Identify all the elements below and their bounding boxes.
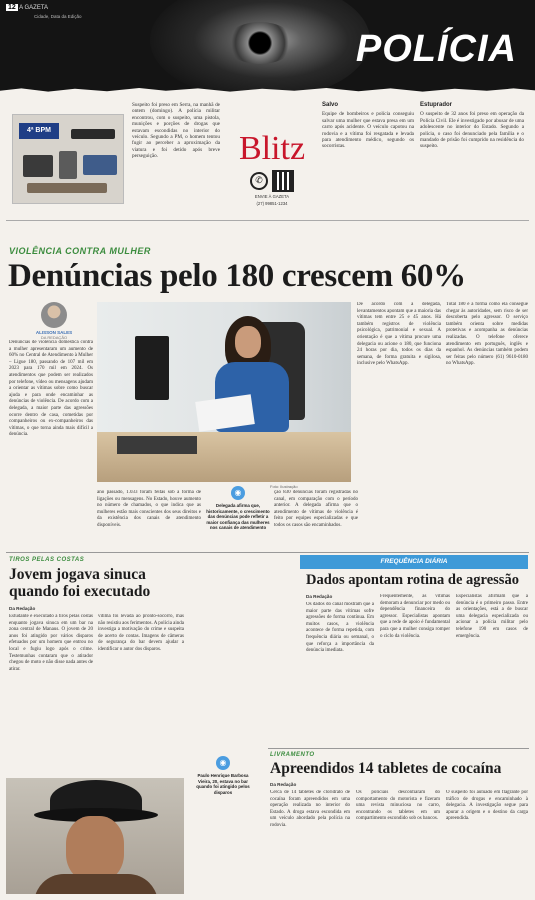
story2-headline: Jovem jogava sinuca quando foi executado [9, 566, 151, 600]
page-number: 12 A GAZETA [8, 4, 49, 11]
story4-col-3: O suspeito foi autuado em flagrante por tráfico de drogas e encaminhado à delegacia. A investigação segue para apurar a origem e o destino da carga apreendida. [446, 790, 528, 822]
seized-items-photo [12, 114, 124, 204]
story2-col-1: Estudante é executado a tiros pelas costas enquanto jogava sinuca em um bar na zona central de Manaus. O jovem de 20 anos foi atingido por vários disparos efetuados por um homem que entrou no local e fugiu logo após o crime. Testemunhas contaram que o atirador chegou de moto e não disse nada antes de atirar. [9, 614, 93, 672]
story4-headline: Apreendidos 14 tabletes de cocaína [270, 760, 502, 777]
photo-caption-text: Delegada afirma que, historicamente, o crescimento das denúncias pode refletir a maior confiança das mulheres nos canais de atendimento [206, 503, 270, 531]
blitz-story-2-text: Equipe de bombeiros e polícia conseguiu salvar uma mulher que estava presa em um carro após acidente. O veículo capotou na rodovia e a vítima foi resgatada e levada para atendimento médico, segundo os socorristas. [322, 111, 414, 150]
section-title: POLÍCIA [355, 28, 517, 70]
blitz-cta: ENVIE À GAZETA [254, 194, 290, 199]
photo-face [235, 326, 261, 358]
item-shape [83, 155, 117, 175]
blitz-bar [6, 96, 529, 221]
item-shape [27, 183, 107, 193]
blitz-story-1: Suspeito foi preso em Serra, na manhã de ontem (domingo). A polícia militar encontrou, com o suspeito, uma pistola, munições e porções de drogas que estavam escondidas no interior do veículo. Segundo a PM, o homem tentou fugir ao perceber a aproximação da viatura e foi detido após breve perseguição. [132, 102, 220, 160]
photo-credit: Foto: Ilustração [270, 484, 298, 489]
main-photo [97, 302, 351, 482]
dateline: Cidade, Data da Edição [34, 14, 82, 19]
story4-col-1: Cerca de 14 tabletes de cloridrato de cocaína foram apreendidos em uma operação realizada no interior do Estado. A droga estava escondida em um veículo abordado pela polícia na rodovia. [270, 790, 350, 828]
section-header [0, 0, 535, 92]
photo-caption [206, 486, 270, 531]
main-col-2: ano passado, 1.033 foram feitas sob a forma de ligações ou mensagens. No Estado, houve aumento no número de chamados, o que indica que as mulheres estão mais conscientes dos seus direitos e da existência dos canais de atendimento disponíveis. [97, 490, 201, 528]
story3-col-1: Os dados do canal mostram que a maior parte das vítimas sofre agressões de forma contínua. Em muitos casos, a violência acontece de forma repetida, com frequência diária ou semanal, o que reforça a importância da denúncia imediata. [306, 602, 374, 654]
header-eye-iris [225, 22, 295, 64]
portrait-face [66, 816, 124, 882]
blitz-logo: Blitz [238, 130, 306, 167]
blitz-brand [228, 132, 316, 206]
main-kicker: VIOLÊNCIA CONTRA MULHER [9, 246, 151, 256]
author-block [24, 302, 84, 340]
blitz-story-2-title: Salvo [322, 102, 339, 108]
story3-kicker-box: FREQUÊNCIA DIÁRIA [300, 555, 528, 569]
story4-byline: Da Redação [270, 782, 297, 787]
camera-icon: ◉ [216, 756, 230, 770]
victim-portrait [6, 778, 184, 894]
whatsapp-icon: ✆ [250, 172, 268, 190]
story2-byline: Da Redação [9, 606, 36, 611]
item-shape [59, 151, 77, 179]
story3-headline: Dados apontam rotina de agressão [306, 572, 519, 588]
main-col-5: Total 180 é a forma como ela consegue chegar às autoridades, sem risco de ser descoberta pelo agressor. O serviço também orienta sobre medidas protetivas e acompanha as denúncias realizadas. O telefone oferece atendimento em português, inglês e espanhol. As denúncias também podem ser feitas pelo número (61) 9610-0180 no WhatsApp. [446, 302, 528, 367]
portrait-shirt [34, 874, 158, 894]
story3-col-2: Frequentemente, as vítimas demoram a denunciar por medo ou dependência financeira do agressor. Especialistas apontam que a rede de apoio é fundamental para que a mulher consiga romper o ciclo da violência. [380, 594, 450, 639]
blitz-story-2 [322, 102, 414, 214]
portrait-caption [192, 756, 254, 795]
photo-keyboard [117, 436, 197, 454]
qr-code-icon [272, 170, 294, 192]
blitz-story-3-title: Estuprador [420, 102, 453, 108]
divider [6, 552, 529, 553]
author-role: DA REDAÇÃO [40, 335, 68, 340]
story4-col-2: Os policiais desconfiaram do comportamento do motorista e fizeram uma revista minuciosa no carro, encontrando os tabletes em um compartimento escondido sob os bancos. [356, 790, 440, 822]
story2-col-2: vítima foi levada ao pronto-socorro, mas não resistiu aos ferimentos. A polícia ainda investiga a motivação do crime e suspeita de acerto de contas. Imagens de câmeras de segurança do bar devem ajudar a identificar o autor dos disparos. [98, 614, 184, 652]
police-plate: 4ª BPM [19, 123, 59, 139]
main-headline: Denúncias pelo 180 crescem 60% [8, 258, 466, 294]
pistol-shape [71, 129, 115, 139]
camera-icon: ◉ [231, 486, 245, 500]
blitz-story-3 [420, 102, 524, 214]
portrait-caption-text: Paulo Henrique Barbosa Vieira, 20, estava no bar quando foi atingido pelos disparos [196, 773, 250, 795]
avatar [41, 302, 67, 328]
main-col-3: ção 830 denúncias foram registradas no canal, em comparação com o período anterior. A delegada afirma que o atendimento de vítimas de violência é feito por equipes especializadas e que todos os casos são encaminhados. [274, 490, 358, 528]
wordmark: A GAZETA [19, 5, 49, 11]
author-name: ALISSON SALES [35, 330, 73, 335]
item-shape [23, 155, 53, 177]
blitz-phone: (27) 99851-1234 [256, 201, 288, 206]
divider [268, 748, 529, 749]
main-col-4: De acordo com a delegada, levantamentos apontam que a maioria das vítimas tem entre 25 e 45 anos. Há também registros de violência psicológica, patrimonial e sexual. A orientação é que a vítima procure uma delegacia ou acione o 180, que funciona 24 horas por dia, todos os dias da semana, de forma gratuita e sigilosa, inclusive pelo WhatsApp. [357, 302, 441, 367]
main-col-1: Denúncias de violência doméstica contra a mulher apresentaram um aumento de 60% no Central de Atendimento à Mulher – Ligue 180, passando de 107 mil em 2023 para 170 mil em 2024. Os atendimentos que podem ser realizados por telefone, vídeo ou mensagens ajudam a orientar as vítimas sobre como buscar ajuda e para onde encaminhar as denúncias de violência. De acordo com a delegada, a maior parte das agressões ocorre dentro de casa, cometidas por companheiros ou ex-companheiros das vítimas, o que torna ainda mais difícil a denúncia. [9, 340, 93, 438]
blitz-story-3-text: O suspeito de 32 anos foi preso em operação da Polícia Civil. Ele é investigado por abusar de uma adolescente no interior do Estado. Segundo a polícia, o caso foi denunciado pela família e o mandado de prisão foi cumprido na residência do suspeito. [420, 111, 524, 150]
photo-monitor [135, 336, 169, 400]
story4-kicker: LIVRAMENTO [270, 752, 315, 758]
story2-kicker: TIROS PELAS COSTAS [9, 557, 85, 563]
story3-col-3: Especialistas afirmam que a denúncia é o primeiro passo. Entre as orientações, está a de buscar uma delegacia especializada ou acionar a polícia militar pelo telefone 190 em casos de emergência. [456, 594, 528, 639]
story3-byline: Da Redação [306, 594, 333, 599]
